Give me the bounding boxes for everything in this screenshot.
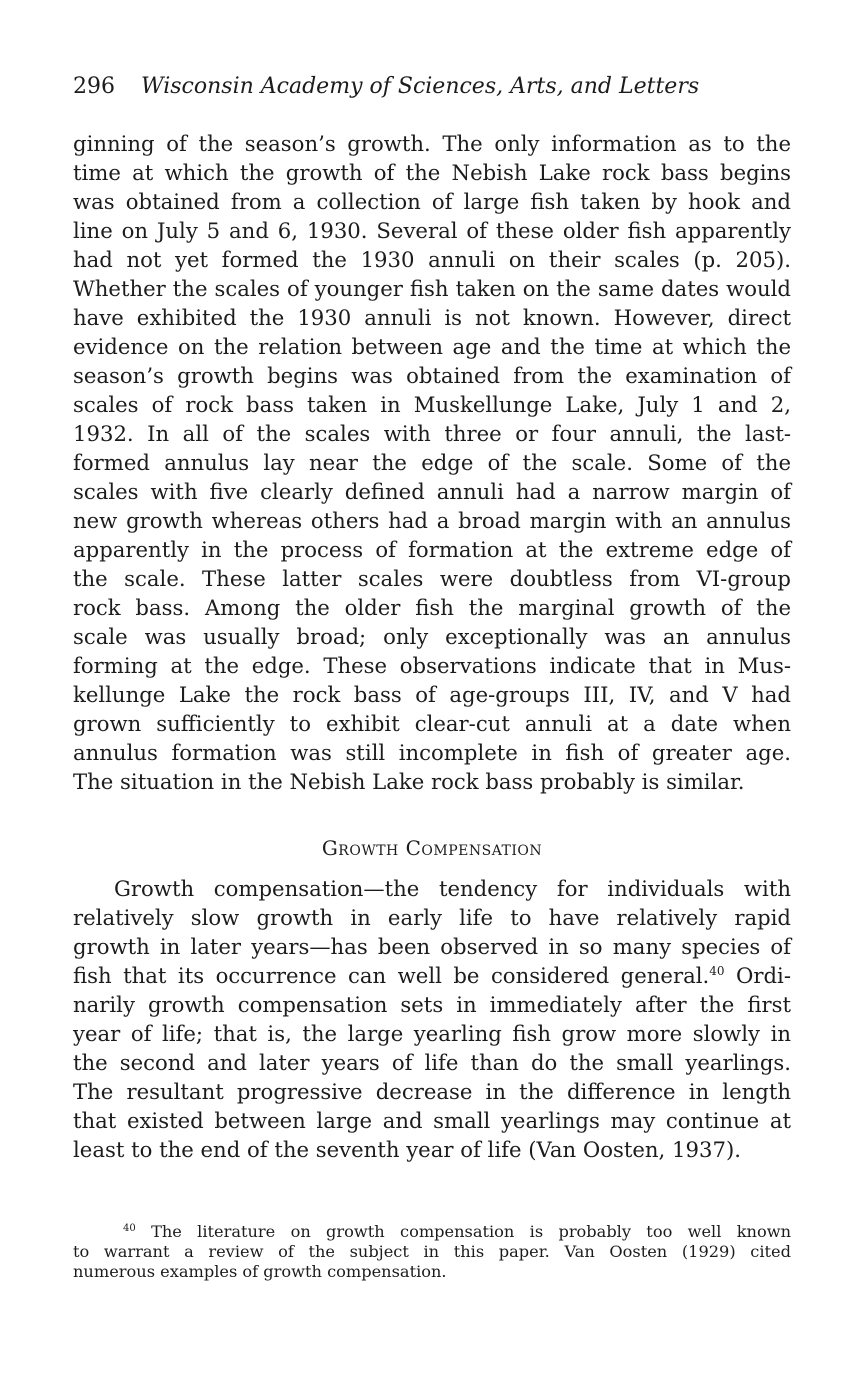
running-head [73, 71, 793, 103]
footnote-reference: 40 [709, 964, 725, 978]
text-line: 1932. In all of the scales with three or four annuli, the last- [73, 421, 791, 446]
text-line: ginning of the season’s growth. The only information as to the [73, 131, 791, 156]
text-line: The resultant progressive decrease in the difference in length [73, 1079, 791, 1104]
text-line: the second and later years of life than do the small yearlings. [73, 1050, 791, 1075]
text-line: that existed between large and small yearlings may continue at [73, 1108, 791, 1133]
text-line: was obtained from a collection of large fish taken by hook and [73, 189, 791, 214]
text-line: least to the end of the seventh year of life (Van Oosten, 1937). [73, 1137, 741, 1162]
text-line: relatively slow growth in early life to have relatively rapid [73, 905, 791, 930]
text-line: the scale. These latter scales were doubtless from VI-group [73, 566, 791, 591]
text-line: evidence on the relation between age and the time at which the [73, 334, 791, 359]
text-line: had not yet formed the 1930 annuli on their scales (p. 205). [73, 247, 791, 272]
text-line: The situation in the Nebish Lake rock bass probably is similar. [73, 769, 745, 794]
text-line: formed annulus lay near the edge of the scale. Some of the [73, 450, 791, 475]
text-line: grown sufficiently to exhibit clear-cut annuli at a date when [73, 711, 791, 736]
text-line: apparently in the process of formation at the extreme edge of [73, 537, 791, 562]
text-line: scales with five clearly defined annuli had a narrow margin of [73, 479, 791, 504]
text-line: time at which the growth of the Nebish Lake rock bass begins [73, 160, 791, 185]
text-fragment: The literature on growth compensation is probably too well known [151, 1222, 791, 1241]
footnote-line [73, 1222, 791, 1242]
footnote [73, 1222, 791, 1282]
text-line: forming at the edge. These observations indicate that in Mus- [73, 653, 791, 678]
text-line: Whether the scales of younger fish taken on the same dates would [73, 276, 791, 301]
text-line-with-footnote-ref [73, 961, 791, 990]
paragraph-annulus-timing [73, 129, 791, 796]
footnote-marker: 40 [123, 1223, 136, 1234]
section-heading: Growth Compensation [321, 836, 543, 860]
paragraph-growth-compensation [73, 874, 791, 1164]
text-line: have exhibited the 1930 annuli is not known. However, direct [73, 305, 791, 330]
journal-title: Wisconsin Academy of Sciences, Arts, and Letters [141, 74, 700, 99]
text-line: annulus formation was still incomplete in fish of greater age. [73, 740, 791, 765]
text-line: rock bass. Among the older fish the marginal growth of the [73, 595, 791, 620]
text-line: Growth compensation—the tendency for individuals with [114, 876, 791, 901]
text-line: scales of rock bass taken in Muskellunge Lake, July 1 and 2, [73, 392, 791, 417]
text-line: growth in later years—has been observed in so many species of [73, 934, 791, 959]
text-line: kellunge Lake the rock bass of age-groups III, IV, and V had [73, 682, 791, 707]
text-line: new growth whereas others had a broad margin with an annulus [73, 508, 791, 533]
text-fragment: fish that its occurrence can well be considered general. [73, 963, 710, 988]
text-line: season’s growth begins was obtained from the examination of [73, 363, 791, 388]
footnote-line: numerous examples of growth compensation. [73, 1262, 447, 1281]
text-line: line on July 5 and 6, 1930. Several of these older fish apparently [73, 218, 791, 243]
text-line: narily growth compensation sets in immediately after the first [73, 992, 791, 1017]
footnote-line: to warrant a review of the subject in this paper. Van Oosten (1929) cited [73, 1242, 791, 1261]
text-line: scale was usually broad; only exceptionally was an annulus [73, 624, 791, 649]
text-fragment: Ordi- [724, 963, 791, 988]
text-line: year of life; that is, the large yearling fish grow more slowly in [73, 1021, 791, 1046]
page-number: 296 [73, 74, 115, 99]
